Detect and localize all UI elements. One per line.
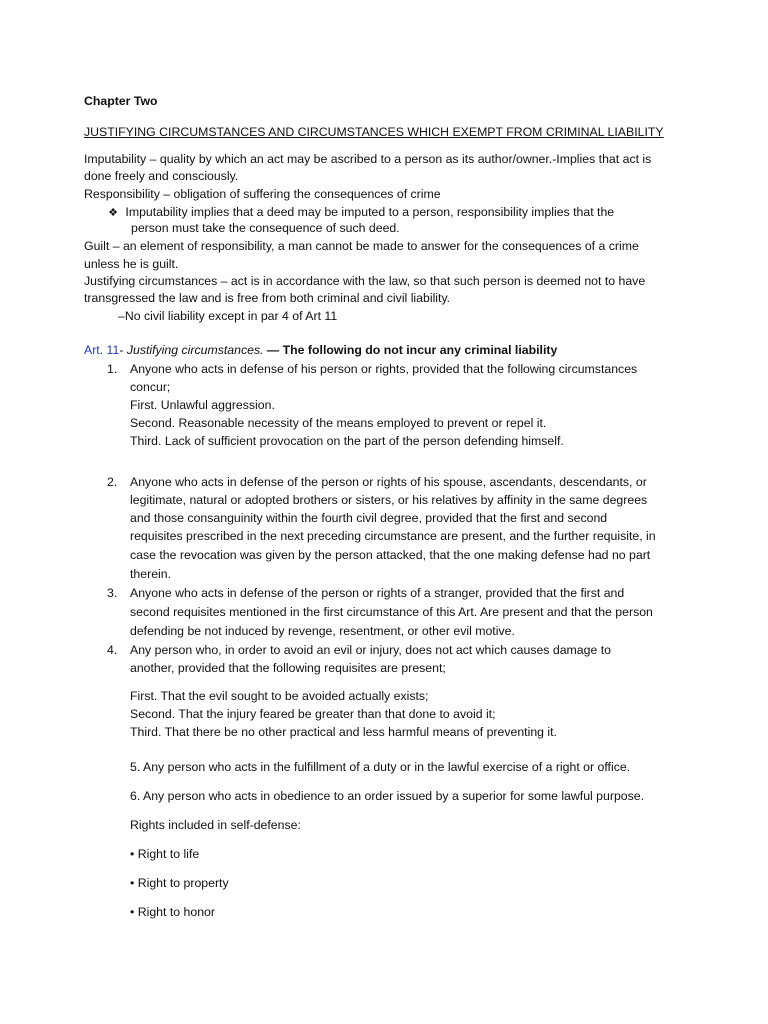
list-item: second requisites mentioned in the first circumstance of this Art. Are present and that the person [130, 605, 653, 619]
article-link[interactable]: Art. 11 [84, 343, 120, 357]
list-item: Anyone who acts in defense of the person or rights of a stranger, provided that the first and [130, 586, 625, 600]
list-number: 2. [107, 475, 118, 489]
list-number: 1. [107, 362, 118, 376]
list-item: concur; [130, 380, 171, 394]
guilt-definition: Guilt – an element of responsibility, a man cannot be made to answer for the consequences of a crime [84, 239, 639, 253]
list-item: Anyone who acts in defense of the person or rights of his spouse, ascendants, descendants, or [130, 475, 647, 489]
justifying-definition: Justifying circumstances – act is in accordance with the law, so that such person is deemed not to have [84, 274, 646, 288]
imputability-definition-cont: done freely and consciously. [84, 169, 239, 183]
list-item: First. That the evil sought to be avoided actually exists; [130, 689, 429, 703]
rights-heading: Rights included in self-defense: [130, 818, 301, 832]
justifying-definition-cont: transgressed the law and is free from both criminal and civil liability. [84, 291, 451, 305]
list-item: legitimate, natural or adopted brothers or sisters, or his relatives by affinity in the same degrees [130, 493, 648, 507]
bullet-text: Imputability implies that a deed may be imputed to a person, responsibility implies that the [125, 205, 615, 219]
civil-liability-note: –No civil liability except in par 4 of Art 11 [118, 309, 338, 323]
bullet-text-cont: person must take the consequence of such deed. [131, 221, 400, 235]
list-item: another, provided that the following requisites are present; [130, 661, 446, 675]
list-item: requisites prescribed in the next preceding circumstance are present, and the further requisite, in [130, 529, 656, 543]
list-number: 4. [107, 643, 118, 657]
list-item: 6. Any person who acts in obedience to an order issued by a superior for some lawful purpose. [130, 789, 645, 803]
list-item: 5. Any person who acts in the fulfillment of a duty or in the lawful exercise of a right or office. [130, 760, 631, 774]
list-item: therein. [130, 567, 172, 581]
rights-list-item: • Right to property [130, 876, 229, 890]
list-item: case the revocation was given by the person attacked, that the one making defense had no part [130, 548, 651, 562]
guilt-definition-cont: unless he is guilt. [84, 257, 179, 271]
list-item: Third. Lack of sufficient provocation on the part of the person defending himself. [130, 434, 564, 448]
diamond-bullet-icon: ❖ [108, 207, 118, 219]
list-item: defending be not induced by revenge, resentment, or other evil motive. [130, 624, 515, 638]
list-item: First. Unlawful aggression. [130, 398, 275, 412]
list-item: Second. That the injury feared be greater than that done to avoid it; [130, 707, 496, 721]
chapter-title: Chapter Two [84, 94, 158, 108]
list-item: Any person who, in order to avoid an evil or injury, does not act which causes damage to [130, 643, 611, 657]
list-item: Second. Reasonable necessity of the means employed to prevent or repel it. [130, 416, 547, 430]
article-lead: — The following do not incur any criminal liability [263, 343, 558, 357]
responsibility-definition: Responsibility – obligation of suffering the consequences of crime [84, 187, 441, 201]
list-number: 3. [107, 586, 118, 600]
list-item: Third. That there be no other practical and less harmful means of preventing it. [130, 725, 557, 739]
section-heading: JUSTIFYING CIRCUMSTANCES AND CIRCUMSTANCES WHICH EXEMPT FROM CRIMINAL LIABILITY [84, 125, 664, 139]
rights-list-item: • Right to honor [130, 905, 215, 919]
list-item: Anyone who acts in defense of his person or rights, provided that the following circumstances [130, 362, 638, 376]
imputability-definition: Imputability – quality by which an act may be ascribed to a person as its author/owner.-Implies that act is [84, 152, 652, 166]
article-dash: - [119, 343, 127, 357]
rights-list-item: • Right to life [130, 847, 200, 861]
article-heading [84, 342, 557, 359]
list-item: and those consanguinity within the fourth civil degree, provided that the first and second [130, 511, 608, 525]
article-title: Justifying circumstances. [126, 343, 264, 357]
